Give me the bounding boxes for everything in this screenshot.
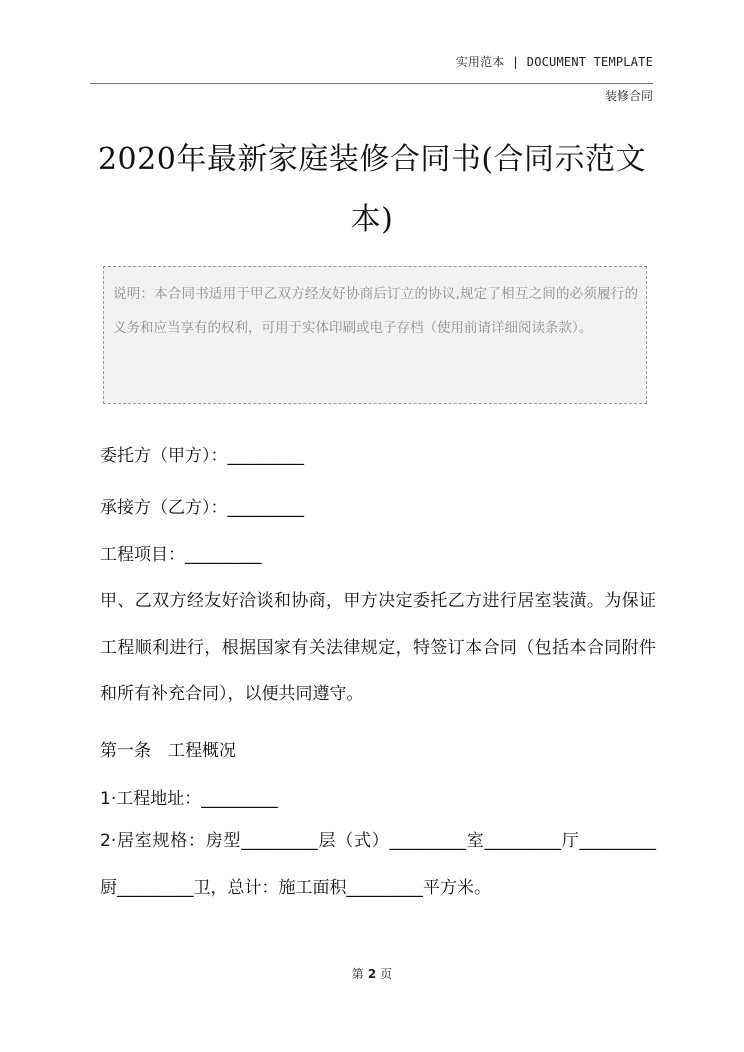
intro-paragraph: 甲、乙双方经友好洽谈和协商，甲方决定委托乙方进行居室装潢。为保证工程顺利进行，根据国家有关法律规定，特签订本合同（包括本合同附件和所有补充合同），以便共同遵守。: [100, 591, 656, 704]
contractor-field: 承接方（乙方）：_________: [100, 498, 304, 518]
page-prefix: 第: [351, 967, 364, 981]
project-field: 工程项目：_________: [100, 545, 262, 565]
address-field: 1·工程地址：_________: [100, 789, 278, 809]
room-spec-paragraph: 2·居室规格：房型_________层（式）_________室_________厅_________厨_________卫，总计：施工面积_________平方米。: [100, 831, 656, 898]
page-suffix: 页: [380, 967, 393, 981]
header-divider: [90, 83, 653, 84]
page-title: 2020年最新家庭装修合同书(合同示范文本): [97, 142, 647, 237]
page-footer: [0, 965, 744, 982]
document-category-label: 装修合同: [604, 89, 653, 103]
document-template-label: 实用范本 | DOCUMENT TEMPLATE: [455, 55, 653, 69]
description-note: 说明：本合同书适用于甲乙双方经友好协商后订立的协议,规定了相互之间的必须履行的义务和应当享有的权利，可用于实体印刷或电子存档（使用前请详细阅读条款）。: [103, 266, 647, 404]
client-field: 委托方（甲方）：_________: [100, 446, 304, 466]
section-heading: 第一条 工程概况: [100, 741, 236, 761]
page-number: 2: [367, 967, 377, 981]
